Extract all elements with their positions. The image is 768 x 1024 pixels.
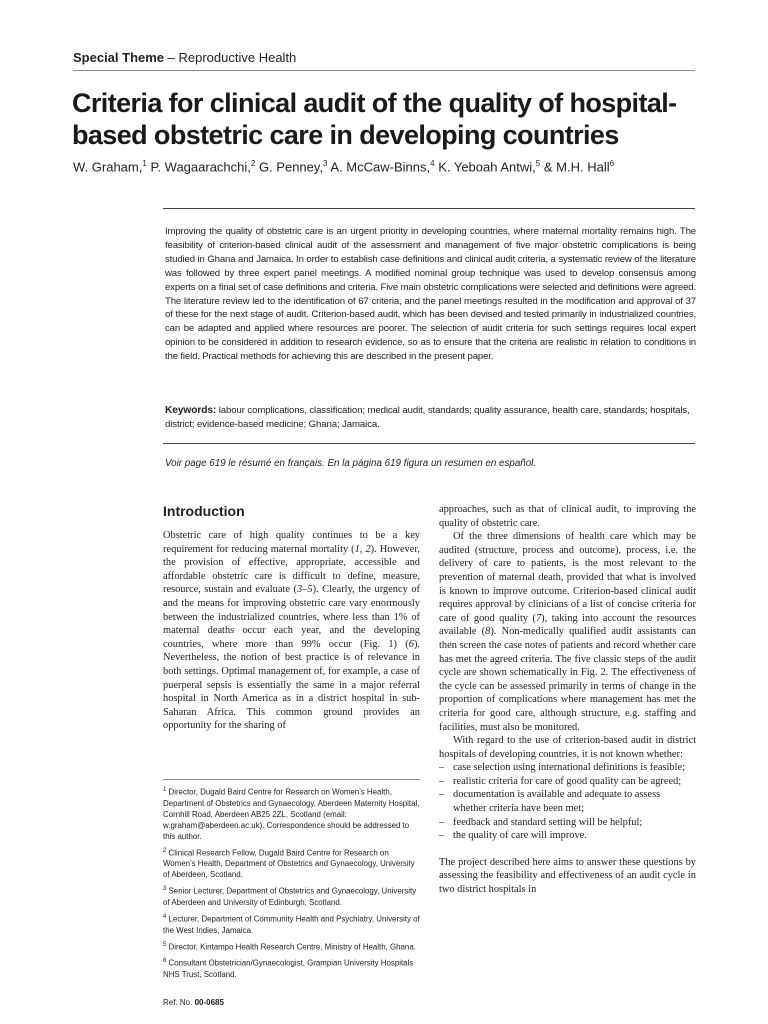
footnote-marker: 2 xyxy=(163,847,167,854)
special-theme-header xyxy=(73,50,296,65)
list-item: – realistic criteria for care of good quality can be agreed; xyxy=(439,775,696,789)
author-list xyxy=(73,159,614,174)
citation: 2 xyxy=(365,543,371,555)
footnote xyxy=(163,912,420,936)
footnote-text: Consultant Obstetrician/Gynaecologist, Grampian University Hospitals NHS Trust, Scotland. xyxy=(163,958,414,979)
author-affiliations xyxy=(163,785,420,984)
article-title: Criteria for clinical audit of the quality of hospital-based obstetric care in developing countries xyxy=(72,88,677,150)
footnote xyxy=(163,940,420,953)
footnote-text: Lecturer, Department of Community Health and Psychiatry, University of the West Indies, Jamaica. xyxy=(163,914,420,935)
footnote-marker: 5 xyxy=(163,941,167,948)
keywords-label: Keywords: xyxy=(165,405,217,416)
affiliation-marker: 2 xyxy=(250,159,256,168)
affiliation-marker: 6 xyxy=(609,159,615,168)
footnote-text: Senior Lecturer, Department of Obstetrics and Gynaecology, University of Aberdeen and University of Edinburgh, Scotland. xyxy=(163,886,417,907)
list-item: – the quality of care will improve. xyxy=(439,829,696,843)
footnote-text: Director, Kintampo Health Research Centre, Ministry of Health, Ghana. xyxy=(168,942,416,952)
paragraph: Of the three dimensions of health care which may be audited (structure, process and outcome), process, i.e. the delivery of care to patients, is the most relevant to the prevention of maternal death, provided that what is involved is known to improve outcome. Criterion-based clinical audit requires approval by clinicians of a list of concise criteria for care of good quality (7), taking into account the resources available (8). Non-medically qualified audit assistants can then screen the case notes of patients and record whether care has met the agreed criteria. The five classic steps of the audit cycle are shown schematically in Fig. 2. The effectiveness of the cycle can be assessed primarily in terms of change in the proportion of complications where management has met the criteria for good care, although structure, e.g. staffing and facilities, must also be monitored. xyxy=(439,531,696,733)
question-list xyxy=(439,761,696,843)
footnote-rule xyxy=(163,779,420,780)
citation: 7 xyxy=(535,612,542,624)
footnote-text: Clinical Research Fellow, Dugald Baird Centre for Research on Women’s Health, Department of Obstetrics and Gynaecology, University of Aberdeen, Scotland. xyxy=(163,848,415,880)
citation: 1 xyxy=(354,543,360,555)
footnote xyxy=(163,884,420,908)
abstract-bottom-rule xyxy=(163,443,695,444)
author-name: A. McCaw-Binns, xyxy=(330,159,431,175)
paragraph: The project described here aims to answer these questions by assessing the feasibility and effectiveness of an audit cycle in two district hospitals in xyxy=(439,856,696,896)
affiliation-marker: 4 xyxy=(430,159,435,168)
footnote-marker: 3 xyxy=(163,886,167,893)
theme-label: Special Theme xyxy=(73,50,165,65)
list-item: – case selection using international definitions is feasible; xyxy=(439,761,696,775)
author-name: G. Penney, xyxy=(258,159,324,175)
paragraph: approaches, such as that of clinical audit, to improving the quality of obstetric care. xyxy=(439,504,696,529)
footnote xyxy=(163,956,420,980)
paragraph: With regard to the use of criterion-based audit in district hospitals of developing countries, it is not known whether: xyxy=(439,735,696,760)
translated-summary-note: Voir page 619 le résumé en français. En la página 619 figura un resumen en español. xyxy=(165,458,537,469)
header-divider xyxy=(73,70,695,71)
footnote-marker: 6 xyxy=(163,958,167,965)
intro-paragraph: Obstetric care of high quality continues to be a key requirement for reducing maternal mortality (1, 2). However, the provision of effective, appropriate, accessible and affordable obstetric care is difficult to define, measure, resource, sustain and evaluate (3–5). Clearly, the urgency of and the means for improving obstetric care vary enormously between the industrialized countries, where less than 1% of maternal deaths occur each year, and the developing countries, where more than 99% occur (Fig. 1) (6). Nevertheless, the notion of best practice is of relevance in both settings. Optimal management of, for example, a case of puerperal sepsis is essentially the same in a major referral hospital in North America as in a district hospital in sub-Saharan Africa. This common ground provides an opportunity for the sharing of xyxy=(163,530,421,732)
affiliation-marker: 1 xyxy=(142,159,147,168)
introduction-heading: Introduction xyxy=(163,503,245,519)
left-column xyxy=(163,529,420,733)
author-name: K. Yeboah Antwi, xyxy=(438,159,536,175)
author-name: & M.H. Hall xyxy=(543,159,610,175)
footnote xyxy=(163,785,420,842)
citation: 6 xyxy=(408,638,414,650)
keywords xyxy=(165,404,696,432)
list-item: – documentation is available and adequate to assess whether criteria have been met; xyxy=(439,788,696,815)
abstract: Improving the quality of obstetric care is an urgent priority in developing countries, where maternal mortality remains high. The feasibility of criterion-based clinical audit of the assessment and management of five major obstetric complications is being studied in Ghana and Jamaica. In order to establish case definitions and clinical audit criteria, a systematic review of the literature was followed by three expert panel meetings. A modified nominal group technique was used to develop consensus among experts on a final set of case definitions and criteria. Five main obstetric complications were selected and definitions were agreed. The literature review led to the identification of 67 criteria, and the panel meetings resulted in the modification and approval of 37 of these for the next stage of audit. Criterion-based audit, which has been devised and tested primarily in industrialized countries, can be adapted and applied where resources are poorer. The selection of audit criteria for such settings requires local expert opinion to be considered in addition to research evidence, so as to ensure that the criteria are realistic in relation to conditions in the field. Practical methods for achieving this are described in the present paper. xyxy=(165,226,696,363)
footnote-text: Director, Dugald Baird Centre for Research on Women’s Health, Department of Obstetrics and Gynaecology, Aberdeen Maternity Hospital, Cornhill Road, Aberdeen AB25 2ZL, Scotland (email: w.graham@aberdeen.ac.uk). Correspondence should be addressed to this author. xyxy=(163,787,420,841)
footnote xyxy=(163,846,420,881)
right-column xyxy=(439,503,696,897)
author-name: W. Graham, xyxy=(73,159,143,175)
reference-number: Ref. No. 00-0685 xyxy=(163,998,224,1007)
footnote-marker: 4 xyxy=(163,913,167,920)
abstract-top-rule xyxy=(163,208,695,209)
author-name: P. Wagaarachchi, xyxy=(150,159,251,175)
list-item: – feedback and standard setting will be helpful; xyxy=(439,816,696,830)
affiliation-marker: 5 xyxy=(535,159,541,168)
keywords-text: labour complications, classification; medical audit, standards; quality assurance, health care, standards; hospitals, district; evidence-based medicine; Ghana; Jamaica. xyxy=(165,405,690,430)
affiliation-marker: 3 xyxy=(323,159,328,168)
citation: 3–5 xyxy=(296,584,313,596)
footnote-marker: 1 xyxy=(163,787,167,793)
theme-subject: – Reproductive Health xyxy=(164,50,297,65)
citation: 8 xyxy=(485,626,491,638)
